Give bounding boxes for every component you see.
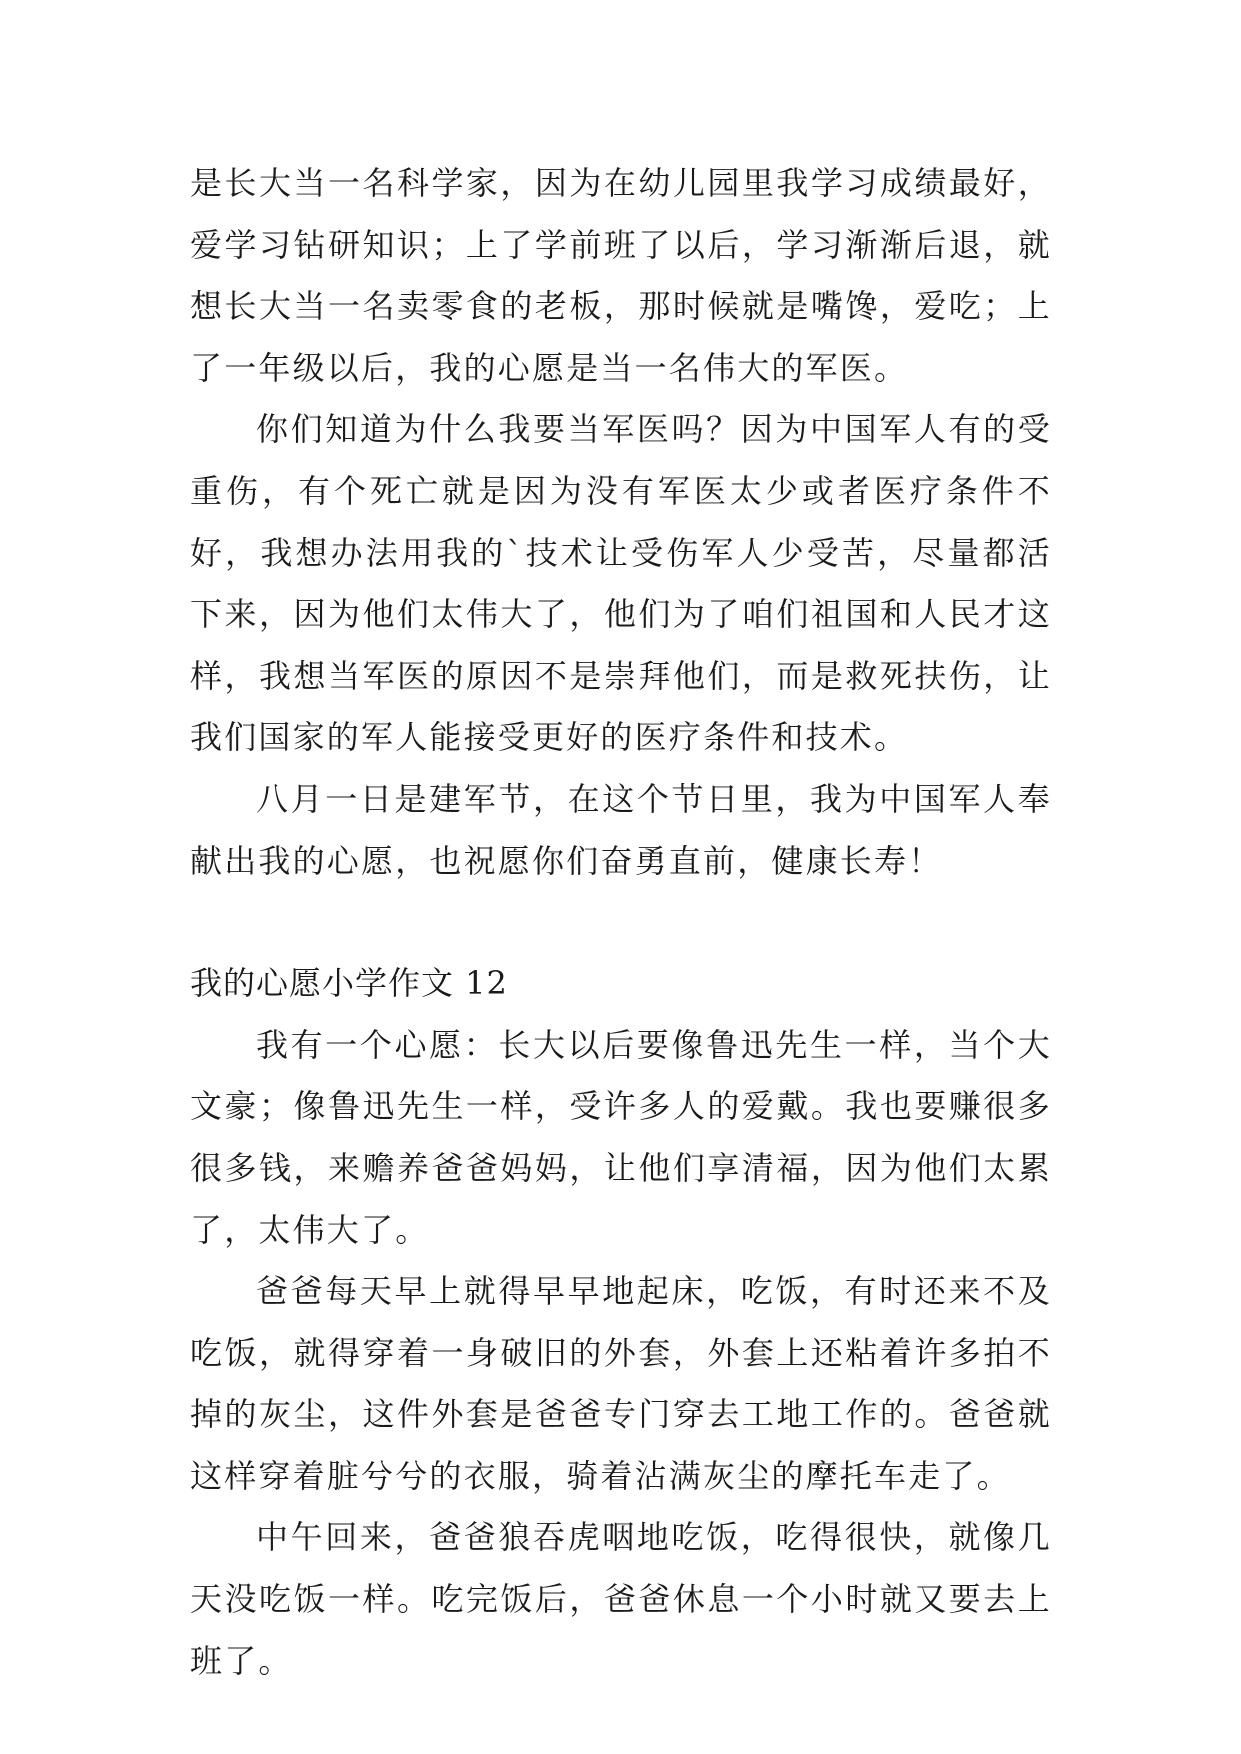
essay2-title: 我的心愿小学作文 12 [190,964,508,1003]
essay1-paragraph-2: 你们知道为什么我要当军医吗？因为中国军人有的受重伤，有个死亡就是因为没有军医太少或者医疗条件不好，我想办法用我的`技术让受伤军人少受苦，尽量都活下来，因为他们太伟大了，他们为了咱们祖国和人民才这样，我想当军医的原因不是崇拜他们，而是救死扶伤，让我们国家的军人能接受更好的医疗条件和技术。 [190,410,1052,757]
essay1-paragraph-3: 八月一日是建军节，在这个节日里，我为中国军人奉献出我的心愿，也祝愿你们奋勇直前，健康长寿！ [190,779,1052,880]
document-body [190,153,1052,1692]
essay2-paragraph-2: 爸爸每天早上就得早早地起床，吃饭，有时还来不及吃饭，就得穿着一身破旧的外套，外套上还粘着许多拍不掉的灰尘，这件外套是爸爸专门穿去工地工作的。爸爸就这样穿着脏兮兮的衣服，骑着沾满灰尘的摩托车走了。 [190,1272,1052,1495]
essay2-paragraph-3: 中午回来，爸爸狼吞虎咽地吃饭，吃得很快，就像几天没吃饭一样。吃完饭后，爸爸休息一个小时就又要去上班了。 [190,1518,1052,1680]
essay1-paragraph-1: 是长大当一名科学家，因为在幼儿园里我学习成绩最好，爱学习钻研知识；上了学前班了以后，学习渐渐后退，就想长大当一名卖零食的老板，那时候就是嘴馋，爱吃；上了一年级以后，我的心愿是当一名伟大的军医。 [190,164,1052,387]
essay2-paragraph-1: 我有一个心愿：长大以后要像鲁迅先生一样，当个大文豪；像鲁迅先生一样，受许多人的爱戴。我也要赚很多很多钱，来赡养爸爸妈妈，让他们享清福，因为他们太累了，太伟大了。 [190,1025,1052,1249]
